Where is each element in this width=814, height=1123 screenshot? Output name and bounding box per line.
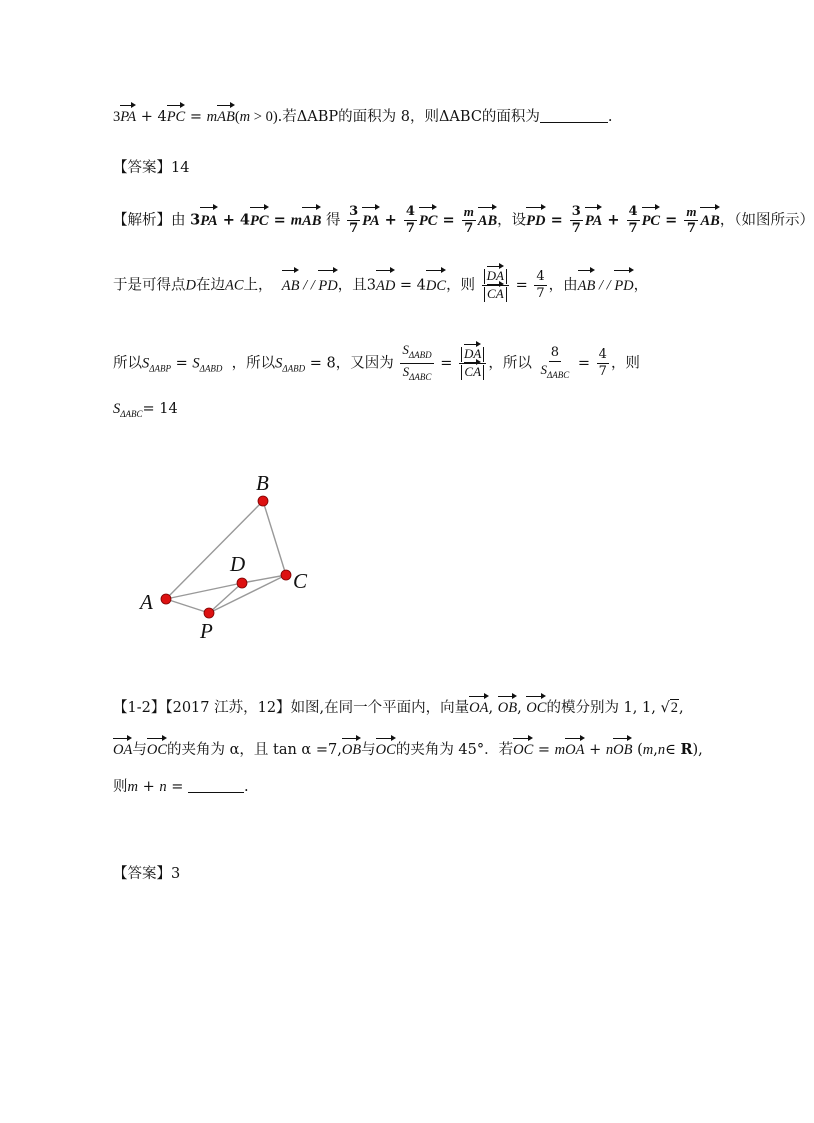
analysis-text: ，且 xyxy=(337,277,367,294)
analysis-text: ，则 xyxy=(610,355,640,372)
label-C: C xyxy=(293,569,308,593)
analysis-text: 由 xyxy=(171,212,186,229)
answer-value: 14 xyxy=(171,160,190,176)
question-2-tag: 【1-2】【2017 江苏，12】 xyxy=(113,700,291,716)
question-2-line-1: 【1-2】【2017 江苏，12】如图,在同一个平面内，向量OA, OB, OC的模分别为 1, 1, √2, xyxy=(113,700,684,716)
analysis-text: ，则 xyxy=(446,277,476,294)
analysis-text: 上， xyxy=(243,277,273,294)
analysis-text: 得 xyxy=(326,212,341,229)
answer-label: 【答案】 xyxy=(113,866,171,882)
label-A: A xyxy=(140,590,153,614)
question-text: 与 xyxy=(361,742,376,758)
analysis-line-4: $S_{\Delta ABC}= 14$ xyxy=(113,401,178,419)
segment-PC xyxy=(209,575,286,613)
analysis-text: 所以 xyxy=(113,355,142,372)
question-1-stem-text: .若ΔABP的面积为 8，则ΔABC的面积为 xyxy=(277,109,540,125)
question-text: 则 xyxy=(113,779,128,795)
question-text: 的模分别为 1, 1, xyxy=(546,700,656,716)
analysis-text: 在边 xyxy=(195,277,225,294)
analysis-line-3: 所以$S_{\Delta ABP} = S_{\Delta ABD}$ ，所以$S_{\Delta ABD} = 8$，又因为 $\frac{S_{\Delta ABD}}{S_{\Delta ABC}}$ = $\frac{DA}{CA}$ ，所以 $\frac{8}{S_{\Delta ABC}}$ = $\frac{4}{7}$ ，则 xyxy=(113,342,640,382)
segment-DC xyxy=(242,575,286,583)
answer-1 xyxy=(113,158,754,178)
analysis-line-1: 【解析】由 3PA + 4PC = mAB 得 $\frac{3}{7}$ PA + $\frac{4}{7}$ PC = $\frac{m}{7}$ AB，设PD = $\frac{3}{7}$ PA + $\frac{4}{7}$ PC = $\frac{m}{7}$ AB，（如图所示） xyxy=(113,204,814,236)
analysis-text: ，（如图所示） xyxy=(719,212,814,229)
segment-BC xyxy=(263,501,286,575)
final-value: = 14 xyxy=(142,401,178,417)
question-text: 与 xyxy=(132,742,147,758)
question-text: 如图,在同一个平面内，向量 xyxy=(290,700,470,716)
question-1-stem: 3PA + 4PC = mAB(m > 0).若ΔABP的面积为 8，则ΔABC的面积为 . xyxy=(113,109,613,125)
question-2-line-2: OA与OC的夹角为 α，且 tan α =7,OB与OC的夹角为 45°．若OC = mOA + nOB (m,n∈ R), xyxy=(113,741,703,758)
analysis-line-2: 于是可得点D在边AC上， AB / / PD，且3AD = 4DC，则 $\frac{DA}{CA}$ = $\frac{4}{7}$ ，由AB / / PD， xyxy=(113,268,649,301)
segment-AB xyxy=(166,501,263,599)
question-text: 的夹角为 45°．若 xyxy=(395,742,514,758)
answer-blank xyxy=(188,791,244,793)
point-D xyxy=(237,578,247,588)
segment-PD xyxy=(209,583,242,613)
point-C xyxy=(281,570,291,580)
question-2-line-3: 则m + n = . xyxy=(113,779,249,795)
analysis-text: 于是可得点 xyxy=(113,277,186,294)
analysis-label: 【解析】 xyxy=(113,212,171,229)
point-P xyxy=(204,608,214,618)
label-P: P xyxy=(200,619,213,643)
question-text: 的夹角为 α，且 tan α =7, xyxy=(167,742,342,758)
answer-blank xyxy=(540,121,608,123)
figure-points xyxy=(161,496,291,618)
segment-AP xyxy=(166,599,209,613)
figure-lines xyxy=(166,501,286,613)
analysis-text: ，所以 xyxy=(488,355,532,372)
analysis-text: ，设 xyxy=(497,212,527,229)
label-B: B xyxy=(256,471,269,495)
analysis-text: ，所以 xyxy=(231,355,276,372)
label-D: D xyxy=(230,552,246,576)
stem-end: . xyxy=(607,109,613,125)
point-B xyxy=(258,496,268,506)
segment-AD xyxy=(166,583,242,599)
question-text: . xyxy=(243,779,249,795)
point-A xyxy=(161,594,171,604)
analysis-text: ，由 xyxy=(548,277,578,294)
answer-2 xyxy=(113,864,754,884)
analysis-text: ，又因为 xyxy=(335,355,394,372)
answer-value: 3 xyxy=(171,866,181,882)
answer-label: 【答案】 xyxy=(113,160,171,176)
